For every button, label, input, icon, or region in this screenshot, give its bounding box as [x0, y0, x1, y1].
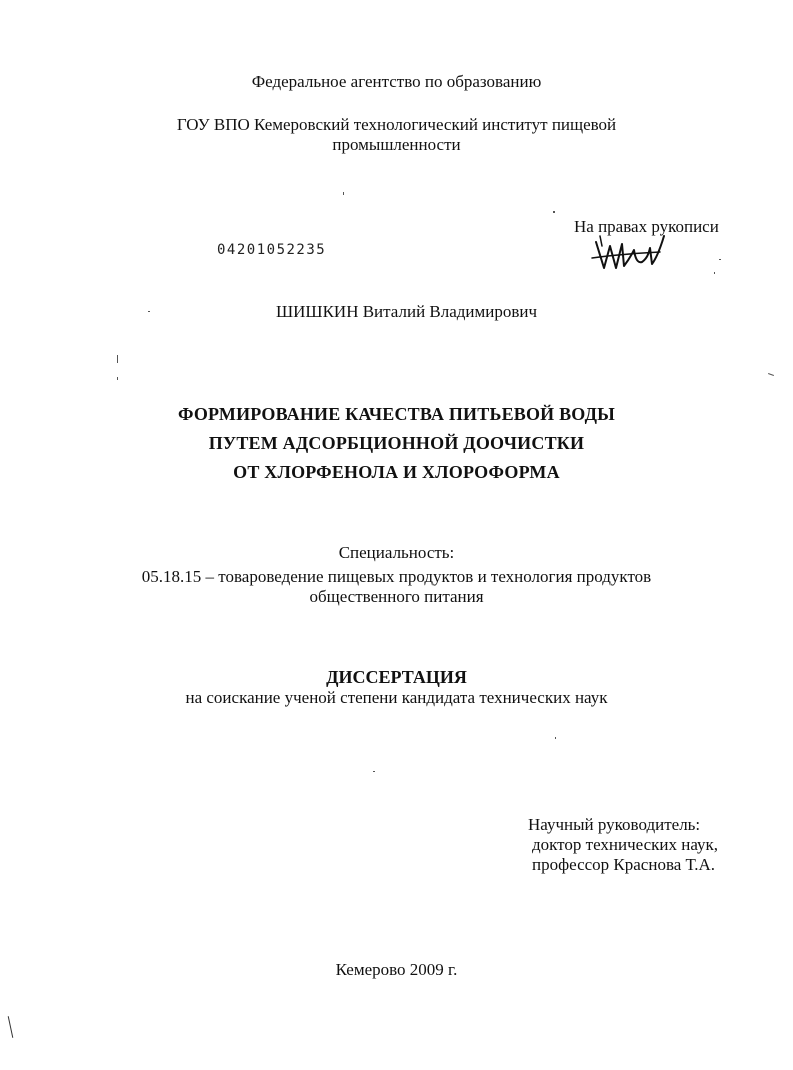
specialty-line-2: общественного питания	[309, 587, 484, 606]
scan-speck	[768, 373, 774, 376]
signature-icon	[590, 228, 670, 280]
scan-speck	[719, 259, 721, 260]
supervisor-degree: доктор технических наук,	[532, 835, 719, 854]
supervisor-block	[528, 815, 718, 875]
scan-speck	[714, 272, 715, 274]
specialty-line-1: 05.18.15 – товароведение пищевых продуктов и технология продуктов	[141, 567, 652, 586]
scan-speck	[555, 737, 556, 739]
title-line-3: ОТ ХЛОРФЕНОЛА И ХЛОРОФОРМА	[233, 462, 560, 482]
scan-speck	[373, 771, 375, 772]
author-name: ШИШКИН Виталий Владимирович	[276, 302, 538, 321]
supervisor-name: профессор Краснова Т.А.	[532, 855, 716, 874]
institute-line-1: ГОУ ВПО Кемеровский технологический институт пищевой	[176, 115, 617, 134]
title-line-1: ФОРМИРОВАНИЕ КАЧЕСТВА ПИТЬЕВОЙ ВОДЫ	[177, 404, 616, 424]
scan-speck	[553, 211, 555, 213]
scan-speck	[117, 377, 118, 380]
footer-city-year: Кемерово 2009 г.	[335, 960, 458, 979]
scan-speck	[148, 311, 150, 312]
degree-heading: ДИССЕРТАЦИЯ	[326, 667, 467, 687]
manuscript-rights: На правах рукописи	[574, 217, 719, 236]
institute-line-2: промышленности	[332, 135, 461, 154]
degree-subtitle: на соискание ученой степени кандидата технических наук	[185, 688, 608, 707]
agency-line: Федеральное агентство по образованию	[251, 72, 542, 91]
scan-speck	[117, 355, 118, 363]
scan-speck	[8, 1016, 14, 1038]
registration-code: 04201052235	[217, 242, 327, 258]
title-line-2: ПУТЕМ АДСОРБЦИОННОЙ ДООЧИСТКИ	[208, 433, 585, 453]
scan-speck	[343, 192, 344, 195]
specialty-label: Специальность:	[338, 543, 455, 562]
supervisor-label: Научный руководитель:	[528, 815, 701, 834]
